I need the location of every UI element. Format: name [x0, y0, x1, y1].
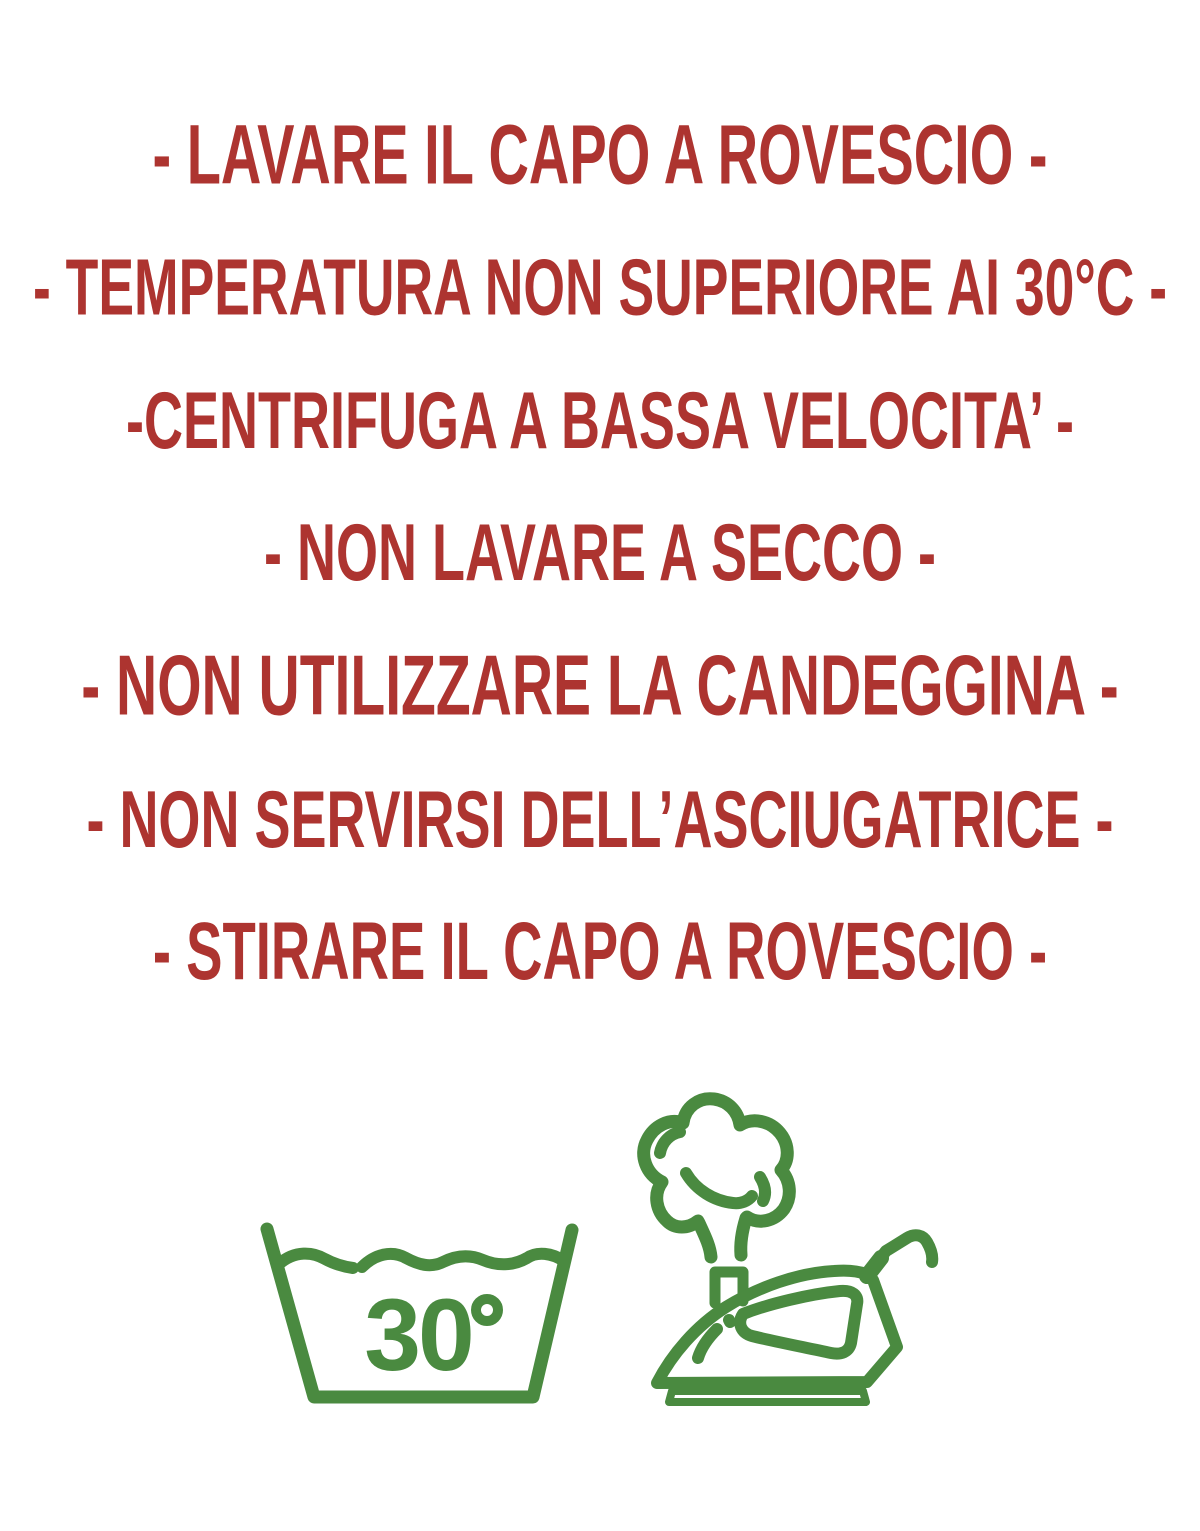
wash-basin-30-icon — [250, 1200, 610, 1430]
iron-accent-dot — [729, 1320, 730, 1322]
instruction-line-3: -CENTRIFUGA A BASSA VELOCITA’ - — [125, 376, 1074, 466]
cloud-accent-left — [660, 1132, 680, 1153]
instruction-line-4: - NON LAVARE A SECCO - — [264, 508, 936, 598]
steam-iron-icon — [600, 1080, 1020, 1440]
steam-stem-right — [741, 1218, 746, 1255]
degree-symbol-icon — [476, 1299, 498, 1321]
steam-stem-left — [699, 1223, 711, 1257]
power-cord — [868, 1235, 932, 1274]
basin-waterline-left — [279, 1254, 353, 1268]
iron-base-plate — [669, 1391, 866, 1402]
iron-body-outline — [657, 1271, 897, 1383]
basin-waterline-main — [362, 1254, 564, 1267]
instruction-line-2: - TEMPERATURA NON SUPERIORE AI 30°C - — [32, 244, 1168, 333]
instruction-line-6: - NON SERVIRSI DELL’ASCIUGATRICE - — [86, 775, 1114, 865]
instruction-line-7: - STIRARE IL CAPO A ROVESCIO - — [152, 905, 1048, 997]
iron-handle-cutout — [740, 1291, 857, 1354]
cloud-accent-center — [686, 1173, 752, 1203]
wash-temperature-text: 30 — [364, 1278, 472, 1392]
steam-cloud-outline — [644, 1099, 790, 1227]
instruction-line-5: - NON UTILIZZARE LA CANDEGGINA - — [81, 637, 1119, 734]
cloud-accent-right — [760, 1177, 765, 1201]
instruction-line-1: - LAVARE IL CAPO A ROVESCIO - — [152, 107, 1048, 202]
